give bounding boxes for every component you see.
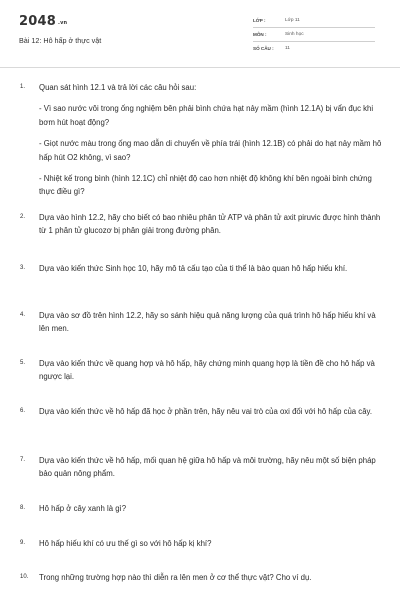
question-8: [20, 502, 385, 515]
question-text: Dựa vào hình 12.2, hãy cho biết có bao nhiêu phân tử ATP và phân tử axit piruvic được hình thành từ 1 phân tử glucozơ bị phân giải trong đường phân.: [39, 213, 381, 236]
question-text: Dựa vào kiến thức về quang hợp và hô hấp, hãy chứng minh quang hợp là tiền đề cho hô hấp và ngược lại.: [39, 359, 375, 382]
question-6: [20, 405, 385, 418]
question-number: 1.: [20, 84, 26, 90]
question-number: 10.: [20, 574, 29, 580]
question-text: Dựa vào sơ đồ trên hình 12.2, hãy so sánh hiệu quả năng lượng của quá trình hô hấp hiếu khí và lên men.: [39, 311, 376, 334]
question-9: [20, 537, 385, 550]
meta-class-value: Lớp 11: [285, 18, 300, 23]
question-2: [20, 211, 385, 238]
question-text: Hô hấp hiếu khí có ưu thế gì so với hô hấp kị khí?: [39, 539, 212, 548]
question-number: 2.: [20, 214, 26, 220]
question-4: [20, 309, 385, 336]
meta-subject-value: Sinh học: [285, 32, 304, 37]
question-number: 5.: [20, 360, 26, 366]
question-subitem: - Giọt nước màu trong ống mao dẫn di chuyển về phía trái (hình 12.1B) có phải do hạt nảy mầm hô hấp hút O2 không, vì sao?: [39, 139, 382, 162]
question-text: Quan sát hình 12.1 và trả lời các câu hỏi sau:: [39, 83, 197, 92]
question-number: 4.: [20, 312, 26, 318]
meta-count-value: 11: [285, 46, 290, 51]
question-5: [20, 357, 385, 384]
question-number: 9.: [20, 540, 26, 546]
question-text: Dựa vào kiến thức về hô hấp đã học ở phần trên, hãy nêu vai trò của oxi đối với hô hấp của cây.: [39, 407, 373, 416]
meta-class-label: LỚP :: [253, 18, 266, 23]
question-3: [20, 262, 385, 275]
logo-text: 2048: [19, 14, 56, 29]
question-number: 3.: [20, 265, 26, 271]
question-text: Trong những trường hợp nào thì diễn ra lên men ở cơ thể thực vật? Cho ví dụ.: [39, 573, 312, 582]
question-subitem: - Nhiệt kế trong bình (hình 12.1C) chỉ nhiệt độ cao hơn nhiệt độ không khí bên ngoài bình chứng thực điều gì?: [39, 174, 372, 197]
question-subitem: - Vì sao nước vôi trong ống nghiệm bên phải bình chứa hạt nảy mầm (hình 12.1A) bị vẩn đục khi bơm hút hoạt động?: [39, 104, 374, 127]
question-10: [20, 571, 385, 584]
lesson-title: Bài 12: Hô hấp ở thực vật: [19, 36, 102, 45]
site-logo[interactable]: [19, 14, 67, 29]
question-text: Dựa vào kiến thức Sinh học 10, hãy mô tả cấu tạo của ti thể là bào quan hô hấp hiếu khí.: [39, 264, 348, 273]
question-number: 6.: [20, 408, 26, 414]
question-7: [20, 454, 385, 481]
meta-subject-label: MÔN :: [253, 32, 267, 37]
page-header: [0, 0, 400, 66]
question-number: 7.: [20, 457, 26, 463]
question-1: [20, 81, 385, 199]
meta-count-label: SỐ CÂU :: [253, 46, 274, 51]
question-text: Dựa vào kiến thức về hô hấp, mối quan hệ giữa hô hấp và môi trường, hãy nêu một số biện pháp bảo quản nông phẩm.: [39, 456, 376, 479]
meta-divider: [253, 27, 375, 28]
question-number: 8.: [20, 505, 26, 511]
header-divider: [0, 67, 400, 68]
meta-divider: [253, 41, 375, 42]
logo-suffix: .vn: [57, 20, 68, 26]
question-text: Hô hấp ở cây xanh là gì?: [39, 504, 127, 513]
